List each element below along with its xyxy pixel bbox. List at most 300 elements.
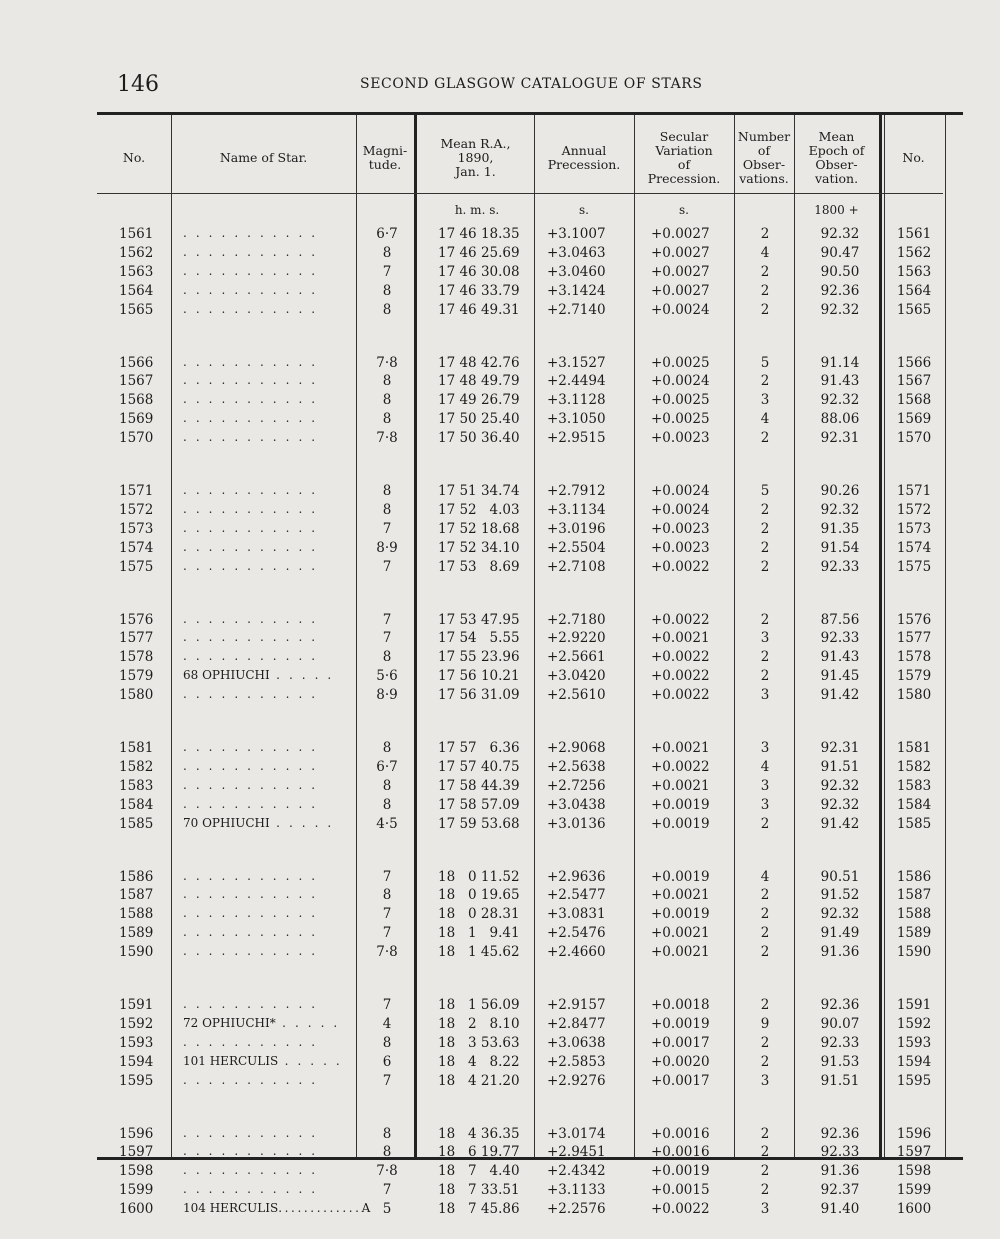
mean-epoch: 91.36 xyxy=(820,944,860,961)
observation-count: 2 xyxy=(760,430,770,447)
star-name xyxy=(183,283,318,297)
observation-count: 2 xyxy=(760,906,770,923)
right-ascension: 17 59 53.68 xyxy=(438,815,520,832)
annual-precession: +2.5661 xyxy=(547,649,606,666)
star-name xyxy=(183,687,318,701)
star-number-right: 1588 xyxy=(896,906,932,923)
magnitude: 8·9 xyxy=(376,687,398,704)
star-number: 1561 xyxy=(119,226,154,242)
star-number-right: 1564 xyxy=(896,282,932,299)
observation-count: 2 xyxy=(760,539,770,556)
star-number-right: 1594 xyxy=(896,1053,932,1070)
leader-dots: . . . . . . . . . . . xyxy=(183,558,318,573)
star-number-right: 1572 xyxy=(896,501,932,518)
mean-epoch: 92.31 xyxy=(820,740,860,756)
star-number: 1585 xyxy=(119,815,154,832)
table-row xyxy=(97,649,963,668)
leader-dots: . . . . . . . . . . . xyxy=(183,1072,318,1087)
right-ascension: 18 4 21.20 xyxy=(438,1072,520,1089)
annual-precession: +3.0136 xyxy=(547,815,606,832)
observation-count: 2 xyxy=(760,668,770,685)
table-row xyxy=(97,411,963,430)
mean-epoch: 90.07 xyxy=(820,1015,860,1032)
observation-count: 2 xyxy=(760,649,770,666)
right-ascension: 17 46 30.08 xyxy=(438,263,520,280)
secular-variation: +0.0022 xyxy=(651,649,710,666)
mean-epoch: 91.45 xyxy=(820,668,860,685)
star-number: 1562 xyxy=(119,244,154,261)
right-ascension: 17 46 25.69 xyxy=(438,244,520,261)
leader-dots: . . . . . . . . . . . xyxy=(183,244,318,259)
observation-count: 2 xyxy=(760,558,770,575)
magnitude: 7 xyxy=(382,263,392,280)
annual-precession: +2.9068 xyxy=(547,740,606,756)
right-ascension: 17 50 36.40 xyxy=(438,430,520,447)
observation-count: 3 xyxy=(760,687,770,704)
mean-epoch: 92.32 xyxy=(820,906,860,923)
annual-precession: +3.0831 xyxy=(547,906,606,923)
table-row xyxy=(97,1163,963,1182)
magnitude: 4·5 xyxy=(376,815,398,832)
observation-count: 3 xyxy=(760,392,770,409)
right-ascension: 17 53 8.69 xyxy=(438,558,520,575)
star-number: 1567 xyxy=(119,373,154,390)
right-ascension: 18 0 28.31 xyxy=(438,906,520,923)
star-name xyxy=(183,906,318,920)
star-name-text: 104 HERCULIS xyxy=(183,1201,279,1216)
table-row xyxy=(97,483,963,502)
right-ascension: 17 46 33.79 xyxy=(438,282,520,299)
secular-variation: +0.0024 xyxy=(651,501,710,518)
secular-variation: +0.0019 xyxy=(651,906,710,923)
leader-dots: . . . . . . . . . . . xyxy=(183,1034,318,1049)
star-number: 1600 xyxy=(119,1201,154,1218)
star-number-right: 1575 xyxy=(896,558,932,575)
mean-epoch: 91.52 xyxy=(820,887,860,904)
table-row xyxy=(97,1016,963,1035)
observation-count: 2 xyxy=(760,282,770,299)
mean-epoch: 92.31 xyxy=(820,430,860,447)
star-number: 1578 xyxy=(119,649,154,666)
secular-variation: +0.0024 xyxy=(651,301,710,318)
star-number-right: 1565 xyxy=(896,301,932,318)
right-ascension: 17 46 18.35 xyxy=(438,226,520,242)
table-row xyxy=(97,759,963,778)
secular-variation: +0.0022 xyxy=(651,758,710,775)
secular-variation: +0.0017 xyxy=(651,1034,710,1051)
right-ascension: 17 51 34.74 xyxy=(438,483,520,499)
secular-variation: +0.0016 xyxy=(651,1125,710,1142)
header-magnitude: Magni- tude. xyxy=(362,143,408,172)
header-no: No. xyxy=(122,150,146,165)
mean-epoch: 91.42 xyxy=(820,815,860,832)
right-ascension: 17 52 34.10 xyxy=(438,539,520,556)
secular-variation: +0.0019 xyxy=(651,1015,710,1032)
leader-dots: . . . . . . . . . . . xyxy=(183,301,318,316)
star-number: 1573 xyxy=(119,520,154,537)
star-number: 1589 xyxy=(119,925,154,942)
header-epoch: Mean Epoch of Obser- vation. xyxy=(808,129,865,186)
star-name xyxy=(183,778,318,792)
observation-count: 2 xyxy=(760,301,770,318)
table-row xyxy=(97,264,963,283)
secular-variation: +0.0017 xyxy=(651,1072,710,1089)
observation-count: 9 xyxy=(760,1015,770,1032)
observation-count: 2 xyxy=(760,1163,770,1180)
table-row xyxy=(97,1054,963,1073)
secular-variation: +0.0024 xyxy=(651,483,710,499)
right-ascension: 18 3 53.63 xyxy=(438,1034,520,1051)
magnitude: 4 xyxy=(382,1015,392,1032)
right-ascension: 17 46 49.31 xyxy=(438,301,520,318)
magnitude: 7·8 xyxy=(376,430,398,447)
annual-precession: +2.9220 xyxy=(547,630,606,647)
star-number: 1591 xyxy=(119,997,154,1013)
star-name xyxy=(183,1126,318,1140)
right-ascension: 17 56 10.21 xyxy=(438,668,520,685)
magnitude: 8 xyxy=(382,373,392,390)
annual-precession: +2.5476 xyxy=(547,925,606,942)
star-name xyxy=(183,1201,370,1215)
magnitude: 8 xyxy=(382,392,392,409)
annual-precession: +2.9157 xyxy=(547,997,606,1013)
table-row xyxy=(97,1073,963,1092)
leader-dots: . . . . . . . . . . . xyxy=(183,796,318,811)
star-number: 1593 xyxy=(119,1034,154,1051)
observation-count: 2 xyxy=(760,1053,770,1070)
secular-variation: +0.0022 xyxy=(651,668,710,685)
magnitude: 7·8 xyxy=(376,1163,398,1180)
star-number: 1565 xyxy=(119,301,154,318)
star-number-right: 1561 xyxy=(896,226,932,242)
star-number: 1564 xyxy=(119,282,154,299)
secular-variation: +0.0027 xyxy=(651,282,710,299)
leader-dots: . . . . . . . . . . . xyxy=(183,887,318,902)
leader-dots: . . . . . . . . . . . xyxy=(183,611,318,626)
star-name xyxy=(183,668,334,682)
star-number-right: 1562 xyxy=(896,244,932,261)
star-number-right: 1573 xyxy=(896,520,932,537)
mean-epoch: 91.49 xyxy=(820,925,860,942)
secular-variation: +0.0024 xyxy=(651,373,710,390)
table-row xyxy=(97,521,963,540)
mean-epoch: 91.43 xyxy=(820,373,860,390)
star-name xyxy=(183,559,318,573)
magnitude: 5·6 xyxy=(376,668,398,685)
star-name xyxy=(183,887,318,901)
leader-dots: . . . . . . . . . . . xyxy=(183,1125,318,1140)
star-name xyxy=(183,245,318,259)
star-number: 1582 xyxy=(119,758,154,775)
leader-dots: . . . . . . . . . . . xyxy=(183,354,318,369)
magnitude: 7 xyxy=(382,558,392,575)
annual-precession: +2.5638 xyxy=(547,758,606,775)
secular-variation: +0.0021 xyxy=(651,630,710,647)
magnitude: 7·8 xyxy=(376,944,398,961)
star-name xyxy=(183,649,318,663)
leader-dots: . . . . . . . . . . . xyxy=(183,539,318,554)
star-number: 1570 xyxy=(119,430,154,447)
star-name-suffix: A xyxy=(361,1201,371,1216)
table-row xyxy=(97,612,963,631)
leader-dots: . . . . . . . . . . . xyxy=(183,630,318,645)
right-ascension: 18 0 11.52 xyxy=(438,868,520,885)
right-ascension: 17 53 47.95 xyxy=(438,611,520,628)
leader-dots: . . . . . . . . . . . xyxy=(183,483,318,497)
right-ascension: 17 58 44.39 xyxy=(438,777,520,794)
star-number-right: 1595 xyxy=(896,1072,932,1089)
star-name xyxy=(183,1182,318,1196)
right-ascension: 17 58 57.09 xyxy=(438,796,520,813)
star-name xyxy=(183,869,318,883)
observation-count: 2 xyxy=(760,373,770,390)
secular-variation: +0.0022 xyxy=(651,687,710,704)
leader-dots: . . . . . . . . . . . xyxy=(183,906,318,921)
header-name: Name of Star. xyxy=(219,150,308,165)
magnitude: 8 xyxy=(382,301,392,318)
annual-precession: +2.4494 xyxy=(547,373,606,390)
magnitude: 8 xyxy=(382,411,392,428)
mean-epoch: 92.33 xyxy=(820,1034,860,1051)
mean-epoch: 90.50 xyxy=(820,263,860,280)
secular-variation: +0.0021 xyxy=(651,887,710,904)
table-row xyxy=(97,559,963,578)
table-row xyxy=(97,430,963,449)
magnitude: 8 xyxy=(382,244,392,261)
leader-dots: . . . . . . . . . . . xyxy=(183,758,318,773)
table-row xyxy=(97,245,963,264)
leader-dots: . . . . . xyxy=(269,668,334,683)
table-row xyxy=(97,540,963,559)
annual-precession: +2.2576 xyxy=(547,1201,606,1218)
secular-variation: +0.0019 xyxy=(651,1163,710,1180)
star-number-right: 1596 xyxy=(896,1125,932,1142)
observation-count: 2 xyxy=(760,1182,770,1199)
mean-epoch: 91.51 xyxy=(820,1072,860,1089)
annual-precession: +3.0638 xyxy=(547,1034,606,1051)
observation-count: 2 xyxy=(760,1125,770,1142)
star-number: 1584 xyxy=(119,796,154,813)
header-secular: Secular Variation of Precession. xyxy=(647,129,721,186)
mean-epoch: 87.56 xyxy=(820,611,860,628)
mean-epoch: 90.51 xyxy=(820,868,860,885)
leader-dots: . . . . . . . . . . . xyxy=(183,1182,318,1197)
annual-precession: +3.0196 xyxy=(547,520,606,537)
magnitude: 8 xyxy=(382,740,392,756)
annual-precession: +3.1133 xyxy=(547,1182,606,1199)
star-number: 1574 xyxy=(119,539,154,556)
star-name xyxy=(183,502,318,516)
star-number: 1598 xyxy=(119,1163,154,1180)
star-number-right: 1571 xyxy=(896,483,932,499)
magnitude: 8 xyxy=(382,1144,392,1161)
star-number-right: 1577 xyxy=(896,630,932,647)
star-number: 1597 xyxy=(119,1144,154,1161)
observation-count: 2 xyxy=(760,944,770,961)
star-number-right: 1598 xyxy=(896,1163,932,1180)
star-name-text: 72 OPHIUCHI* xyxy=(183,1015,276,1030)
secular-variation: +0.0019 xyxy=(651,868,710,885)
observation-count: 2 xyxy=(760,520,770,537)
secular-variation: +0.0015 xyxy=(651,1182,710,1199)
secular-variation: +0.0020 xyxy=(651,1053,710,1070)
observation-count: 3 xyxy=(760,630,770,647)
table-row xyxy=(97,373,963,392)
observation-count: 2 xyxy=(760,1034,770,1051)
star-number-right: 1599 xyxy=(896,1182,932,1199)
units-secular: s. xyxy=(679,203,689,217)
mean-epoch: 91.36 xyxy=(820,1163,860,1180)
mean-epoch: 91.51 xyxy=(820,758,860,775)
right-ascension: 18 7 33.51 xyxy=(438,1182,520,1199)
table-row xyxy=(97,355,963,374)
star-name xyxy=(183,612,318,626)
star-number-right: 1567 xyxy=(896,373,932,390)
star-number: 1568 xyxy=(119,392,154,409)
magnitude: 6 xyxy=(382,1053,392,1070)
mean-epoch: 91.53 xyxy=(820,1053,860,1070)
table-row xyxy=(97,283,963,302)
magnitude: 7 xyxy=(382,906,392,923)
star-number: 1590 xyxy=(119,944,154,961)
right-ascension: 18 4 36.35 xyxy=(438,1125,520,1142)
right-ascension: 18 4 8.22 xyxy=(438,1053,520,1070)
annual-precession: +2.7912 xyxy=(547,483,606,499)
annual-precession: +3.1007 xyxy=(547,226,606,242)
star-name xyxy=(183,411,318,425)
page-number: 146 xyxy=(117,72,159,97)
secular-variation: +0.0027 xyxy=(651,244,710,261)
leader-dots: . . . . . . . . . . . xyxy=(183,501,318,516)
annual-precession: +3.1128 xyxy=(547,392,606,409)
star-number-right: 1586 xyxy=(896,868,932,885)
annual-precession: +2.5853 xyxy=(547,1053,606,1070)
table-row xyxy=(97,1126,963,1145)
star-number: 1571 xyxy=(119,483,154,499)
star-number-right: 1582 xyxy=(896,758,932,775)
leader-dots: . . . . . . . . . . . xyxy=(183,520,318,535)
star-number-right: 1597 xyxy=(896,1144,932,1161)
magnitude: 7·8 xyxy=(376,354,398,371)
mean-epoch: 90.26 xyxy=(820,483,860,499)
star-name xyxy=(183,1144,318,1158)
leader-dots: . . . . . . . . . . . xyxy=(183,282,318,297)
table-row xyxy=(97,226,963,245)
mean-epoch: 92.33 xyxy=(820,558,860,575)
star-number-right: 1563 xyxy=(896,263,932,280)
star-number-right: 1570 xyxy=(896,430,932,447)
table-row xyxy=(97,997,963,1016)
star-name xyxy=(183,797,318,811)
star-name xyxy=(183,997,318,1011)
secular-variation: +0.0019 xyxy=(651,796,710,813)
leader-dots: . . . . . . . . . . . xyxy=(183,392,318,407)
star-name xyxy=(183,392,318,406)
right-ascension: 18 6 19.77 xyxy=(438,1144,520,1161)
star-number-right: 1589 xyxy=(896,925,932,942)
annual-precession: +2.9515 xyxy=(547,430,606,447)
mean-epoch: 91.42 xyxy=(820,687,860,704)
secular-variation: +0.0016 xyxy=(651,1144,710,1161)
secular-variation: +0.0023 xyxy=(651,520,710,537)
observation-count: 2 xyxy=(760,997,770,1013)
magnitude: 8 xyxy=(382,1034,392,1051)
star-number: 1577 xyxy=(119,630,154,647)
table-row xyxy=(97,687,963,706)
table-row xyxy=(97,944,963,963)
star-number: 1579 xyxy=(119,668,154,685)
mean-epoch: 92.33 xyxy=(820,1144,860,1161)
table-row xyxy=(97,797,963,816)
star-name xyxy=(183,925,318,939)
star-name xyxy=(183,355,318,369)
leader-dots: . . . . . xyxy=(278,1053,343,1068)
star-number-right: 1584 xyxy=(896,796,932,813)
star-number: 1566 xyxy=(119,354,154,371)
magnitude: 8·9 xyxy=(376,539,398,556)
right-ascension: 18 1 56.09 xyxy=(438,997,520,1013)
star-number: 1583 xyxy=(119,777,154,794)
mean-epoch: 88.06 xyxy=(820,411,860,428)
annual-precession: +2.9636 xyxy=(547,868,606,885)
star-name xyxy=(183,430,318,444)
table-row xyxy=(97,925,963,944)
magnitude: 8 xyxy=(382,796,392,813)
star-name xyxy=(183,630,318,644)
leader-dots: . . . . . . . . . . . xyxy=(183,1163,318,1178)
table-row xyxy=(97,1144,963,1163)
magnitude: 8 xyxy=(382,887,392,904)
leader-dots: . . . . . . . . . . . xyxy=(183,373,318,388)
star-name xyxy=(183,540,318,554)
right-ascension: 17 57 40.75 xyxy=(438,758,520,775)
annual-precession: +3.1134 xyxy=(547,501,606,518)
observation-count: 2 xyxy=(760,263,770,280)
star-number-right: 1587 xyxy=(896,887,932,904)
leader-dots: . . . . . . . . . . . xyxy=(183,925,318,940)
mean-epoch: 92.32 xyxy=(820,501,860,518)
magnitude: 6·7 xyxy=(376,758,398,775)
right-ascension: 17 49 26.79 xyxy=(438,392,520,409)
star-number-right: 1583 xyxy=(896,777,932,794)
mean-epoch: 92.32 xyxy=(820,777,860,794)
table-row xyxy=(97,392,963,411)
star-number: 1581 xyxy=(119,740,154,756)
star-name-text: 101 HERCULIS xyxy=(183,1053,279,1068)
leader-dots: . . . . . . . . . . . xyxy=(183,740,318,754)
observation-count: 2 xyxy=(760,925,770,942)
magnitude: 8 xyxy=(382,282,392,299)
right-ascension: 18 0 19.65 xyxy=(438,887,520,904)
annual-precession: +2.4660 xyxy=(547,944,606,961)
annual-precession: +2.9451 xyxy=(547,1144,606,1161)
right-ascension: 17 57 6.36 xyxy=(438,740,520,756)
catalogue-table xyxy=(97,112,963,1218)
star-number-right: 1578 xyxy=(896,649,932,666)
star-name xyxy=(183,944,318,958)
annual-precession: +3.1050 xyxy=(547,411,606,428)
observation-count: 4 xyxy=(760,244,770,261)
mean-epoch: 92.32 xyxy=(820,796,860,813)
right-ascension: 17 56 31.09 xyxy=(438,687,520,704)
table-row xyxy=(97,869,963,888)
observation-count: 2 xyxy=(760,887,770,904)
leader-dots: . . . . . . . . . . . xyxy=(183,226,318,240)
units-annual: s. xyxy=(579,203,589,217)
right-ascension: 18 7 4.40 xyxy=(438,1163,520,1180)
annual-precession: +3.1424 xyxy=(547,282,606,299)
magnitude: 8 xyxy=(382,1125,392,1142)
